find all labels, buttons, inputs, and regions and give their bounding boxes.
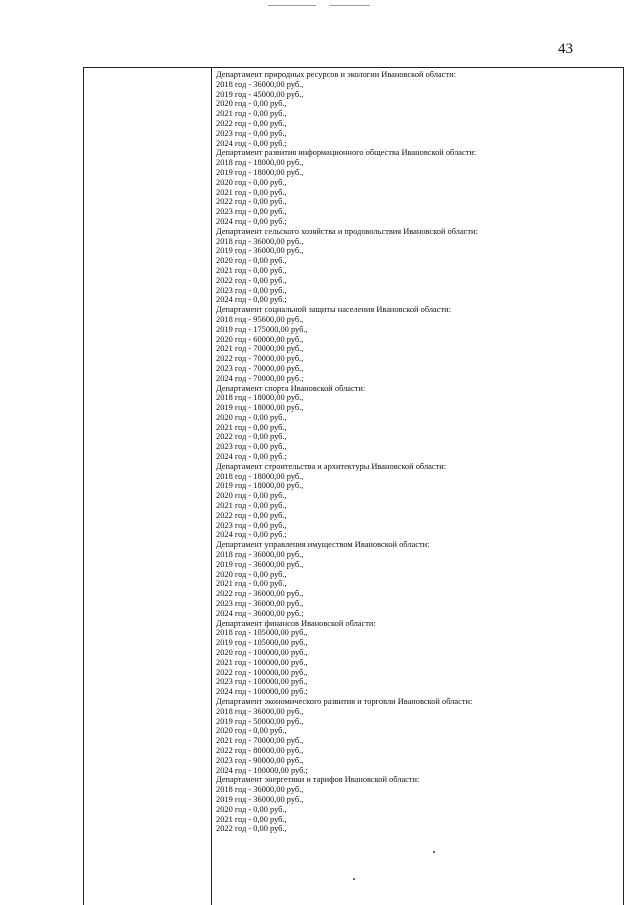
year-line: 2020 год - 100000,00 руб., [216,648,308,658]
year-line: 2020 год - 0,00 руб., [216,177,287,187]
year-line: 2024 год - 0,00 руб.; [216,295,287,305]
department-title: Департамент финансов Ивановской области: [216,618,376,628]
year-line: 2020 год - 0,00 руб., [216,256,287,266]
year-line: 2018 год - 36000,00 руб., [216,706,304,716]
department-title: Департамент экономического развития и торговли Ивановской области: [216,697,473,706]
year-line: 2018 год - 95600,00 руб., [216,314,304,324]
department-block [216,540,621,618]
year-line: 2024 год - 36000,00 руб.; [216,608,304,618]
year-line: 2021 год - 0,00 руб., [216,422,287,432]
year-line: 2020 год - 0,00 руб., [216,804,287,814]
year-line: 2019 год - 175000,00 руб., [216,324,308,334]
year-line: 2021 год - 0,00 руб., [216,265,287,275]
scan-speck [433,851,435,853]
department-title: Департамент развития информационного общества Ивановской области: [216,148,477,158]
year-line: 2018 год - 105000,00 руб., [216,628,308,638]
year-line: 2018 год - 36000,00 руб., [216,785,304,795]
year-line: 2023 год - 90000,00 руб., [216,755,304,765]
year-line: 2018 год - 36000,00 руб., [216,236,304,246]
year-line: 2022 год - 70000,00 руб., [216,354,304,364]
year-line: 2022 год - 0,00 руб., [216,275,287,285]
department-block [216,70,621,148]
department-block [216,384,621,462]
year-line: 2024 год - 100000,00 руб.; [216,687,308,697]
year-line: 2019 год - 36000,00 руб., [216,559,304,569]
year-line: 2021 год - 70000,00 руб., [216,736,304,746]
year-line: 2020 год - 0,00 руб., [216,491,287,501]
year-line: 2023 год - 0,00 руб., [216,442,287,452]
year-line: 2021 год - 0,00 руб., [216,814,287,824]
department-title: Департамент спорта Ивановской области: [216,383,366,393]
department-title: Департамент строительства и архитектуры Ивановской области: [216,461,447,471]
department-block [216,775,621,834]
year-line: 2023 год - 70000,00 руб., [216,363,304,373]
year-line: 2021 год - 0,00 руб., [216,187,287,197]
year-line: 2022 год - 0,00 руб., [216,197,287,207]
year-line: 2022 год - 0,00 руб., [216,432,287,442]
scan-artifact [330,5,370,6]
department-title: Департамент управления имуществом Ивановской области: [216,540,430,550]
year-line: 2024 год - 0,00 руб.; [216,138,287,148]
year-line: 2020 год - 0,00 руб., [216,412,287,422]
department-block [216,148,621,226]
year-line: 2024 год - 0,00 руб.; [216,452,287,462]
year-line: 2024 год - 70000,00 руб.; [216,373,304,383]
year-line: 2021 год - 70000,00 руб., [216,344,304,354]
year-line: 2020 год - 0,00 руб., [216,99,287,109]
department-block [216,305,621,383]
year-line: 2019 год - 18000,00 руб., [216,403,304,413]
department-title: Департамент социальной защиты населения Ивановской области: [216,305,451,315]
year-line: 2023 год - 36000,00 руб., [216,599,304,609]
department-title: Департамент сельского хозяйства и продовольствия Ивановской области: [216,226,478,236]
year-line: 2018 год - 18000,00 руб., [216,158,304,168]
year-line: 2023 год - 0,00 руб., [216,128,287,138]
year-line: 2018 год - 18000,00 руб., [216,471,304,481]
department-title: Департамент энергетики и тарифов Ивановской области: [216,775,420,785]
year-line: 2021 год - 0,00 руб., [216,109,287,119]
year-line: 2022 год - 0,00 руб., [216,118,287,128]
department-block [216,462,621,540]
year-line: 2023 год - 100000,00 руб., [216,677,308,687]
year-line: 2020 год - 60000,00 руб., [216,334,304,344]
year-line: 2020 год - 0,00 руб., [216,726,287,736]
year-line: 2022 год - 36000,00 руб., [216,589,304,599]
year-line: 2023 год - 0,00 руб., [216,520,287,530]
year-line: 2024 год - 0,00 руб.; [216,216,287,226]
year-line: 2019 год - 36000,00 руб., [216,794,304,804]
page-number: 43 [558,41,573,57]
year-line: 2019 год - 18000,00 руб., [216,481,304,491]
year-line: 2019 год - 50000,00 руб., [216,716,304,726]
department-block [216,697,621,775]
year-line: 2018 год - 18000,00 руб., [216,393,304,403]
year-line: 2022 год - 100000,00 руб., [216,667,308,677]
scan-speck [353,878,355,880]
year-line: 2021 год - 100000,00 руб., [216,657,308,667]
year-line: 2023 год - 0,00 руб., [216,285,287,295]
year-line: 2022 год - 80000,00 руб., [216,745,304,755]
year-line: 2021 год - 0,00 руб., [216,579,287,589]
year-line: 2022 год - 0,00 руб., [216,510,287,520]
year-line: 2019 год - 36000,00 руб., [216,246,304,256]
year-line: 2024 год - 100000,00 руб.; [216,765,308,775]
department-title: Департамент природных ресурсов и экологии Ивановской области: [216,70,456,79]
year-line: 2023 год - 0,00 руб., [216,207,287,217]
year-line: 2019 год - 45000,00 руб., [216,89,304,99]
scan-artifact [268,5,316,6]
year-line: 2018 год - 36000,00 руб., [216,79,304,89]
department-block [216,619,621,697]
year-line: 2019 год - 18000,00 руб., [216,167,304,177]
year-line: 2022 год - 0,00 руб., [216,824,287,834]
column-divider [211,67,212,905]
year-line: 2024 год - 0,00 руб.; [216,530,287,540]
year-line: 2018 год - 36000,00 руб., [216,550,304,560]
year-line: 2020 год - 0,00 руб., [216,569,287,579]
year-line: 2019 год - 105000,00 руб., [216,638,308,648]
department-block [216,227,621,305]
funding-list [216,70,621,834]
year-line: 2021 год - 0,00 руб., [216,501,287,511]
